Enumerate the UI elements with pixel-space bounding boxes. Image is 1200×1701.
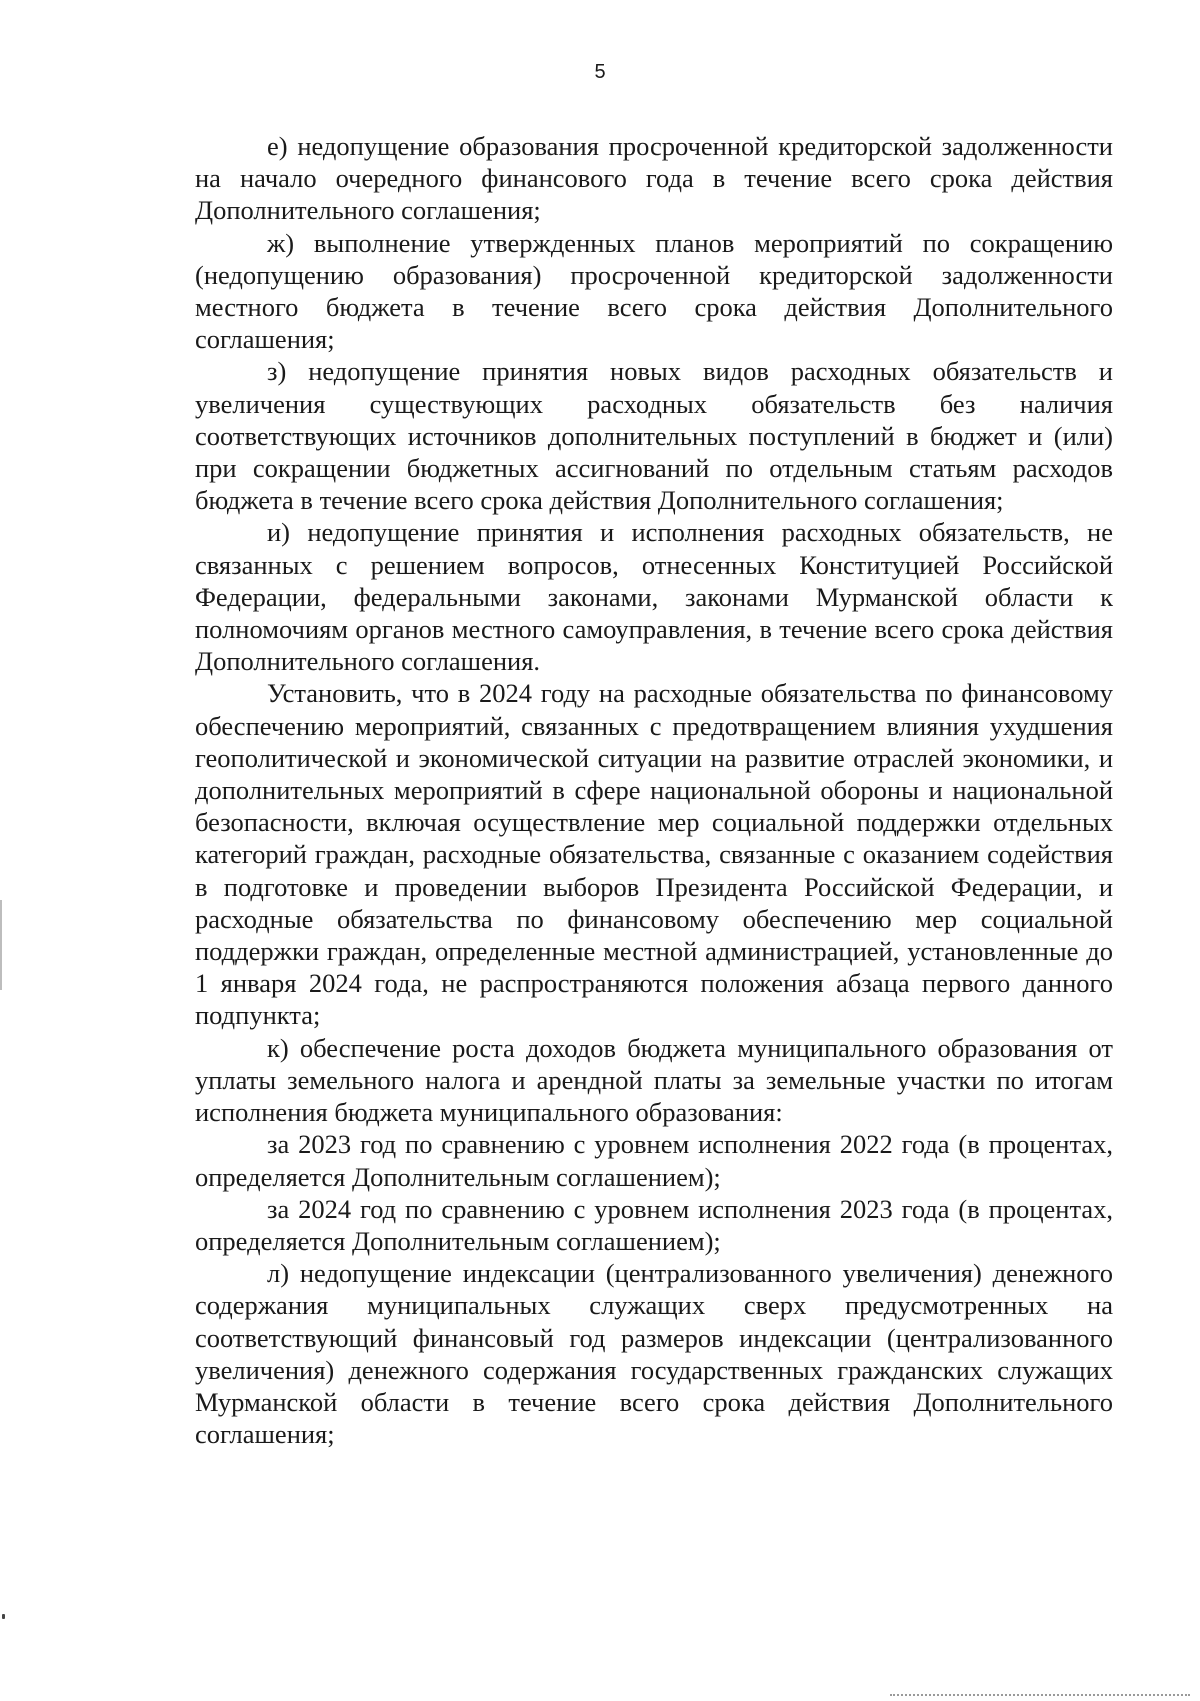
paragraph-l: л) недопущение индексации (централизованного увеличения) денежного содержания муниципальных служащих сверх предусмотренных на соответствующий финансовый год размеров индексации (централизованного увеличения) денежного содержания государственных гражданских служащих Мурманской области в течение всего срока действия Дополнительного соглашения; — [195, 1258, 1113, 1450]
page-number: 5 — [594, 61, 606, 83]
paragraph-k: к) обеспечение роста доходов бюджета муниципального образования от уплаты земельного налога и арендной платы за земельные участки по итогам исполнения бюджета муниципального образования: — [195, 1032, 1113, 1128]
paragraph-z: з) недопущение принятия новых видов расходных обязательств и увеличения существующих расходных обязательств без наличия соответствующих источников дополнительных поступлений в бюджет и (или) при сокращении бюджетных ассигнований по отдельным статьям расходов бюджета в течение всего срока действия Дополнительного соглашения; — [195, 356, 1113, 516]
paragraph-i: и) недопущение принятия и исполнения расходных обязательств, не связанных с решением вопросов, отнесенных Конституцией Российской Федерации, федеральными законами, законами Мурманской области к полномочиям органов местного самоуправления, в течение всего срока действия Дополнительного соглашения. — [195, 517, 1113, 677]
scan-dot-mark — [2, 1614, 5, 1619]
paragraph-zh: ж) выполнение утвержденных планов мероприятий по сокращению (недопущению образования) просроченной кредиторской задолженности местного бюджета в течение всего срока действия Дополнительного соглашения; — [195, 227, 1113, 355]
document-body — [195, 130, 1113, 1450]
paragraph-exception: Установить, что в 2024 году на расходные обязательства по финансовому обеспечению мероприятий, связанных с предотвращением влияния ухудшения геополитической и экономической ситуации на развитие отраслей экономики, и дополнительных мероприятий в сфере национальной обороны и национальной безопасности, включая осуществление мер социальной поддержки отдельных категорий граждан, расходные обязательства, связанные с оказанием содействия в подготовке и проведении выборов Президента Российской Федерации, и расходные обязательства по финансовому обеспечению мер социальной поддержки граждан, определенные местной администрацией, установленные до 1 января 2024 года, не распространяются положения абзаца первого данного подпункта; — [195, 678, 1113, 1031]
scan-bottom-line — [890, 1694, 1190, 1696]
scan-edge-mark — [0, 900, 2, 990]
paragraph-k-2024: за 2024 год по сравнению с уровнем исполнения 2023 года (в процентах, определяется Дополнительным соглашением); — [195, 1193, 1113, 1256]
paragraph-e: е) недопущение образования просроченной кредиторской задолженности на начало очередного финансового года в течение всего срока действия Дополнительного соглашения; — [195, 131, 1113, 226]
paragraph-k-2023: за 2023 год по сравнению с уровнем исполнения 2022 года (в процентах, определяется Дополнительным соглашением); — [195, 1129, 1113, 1192]
